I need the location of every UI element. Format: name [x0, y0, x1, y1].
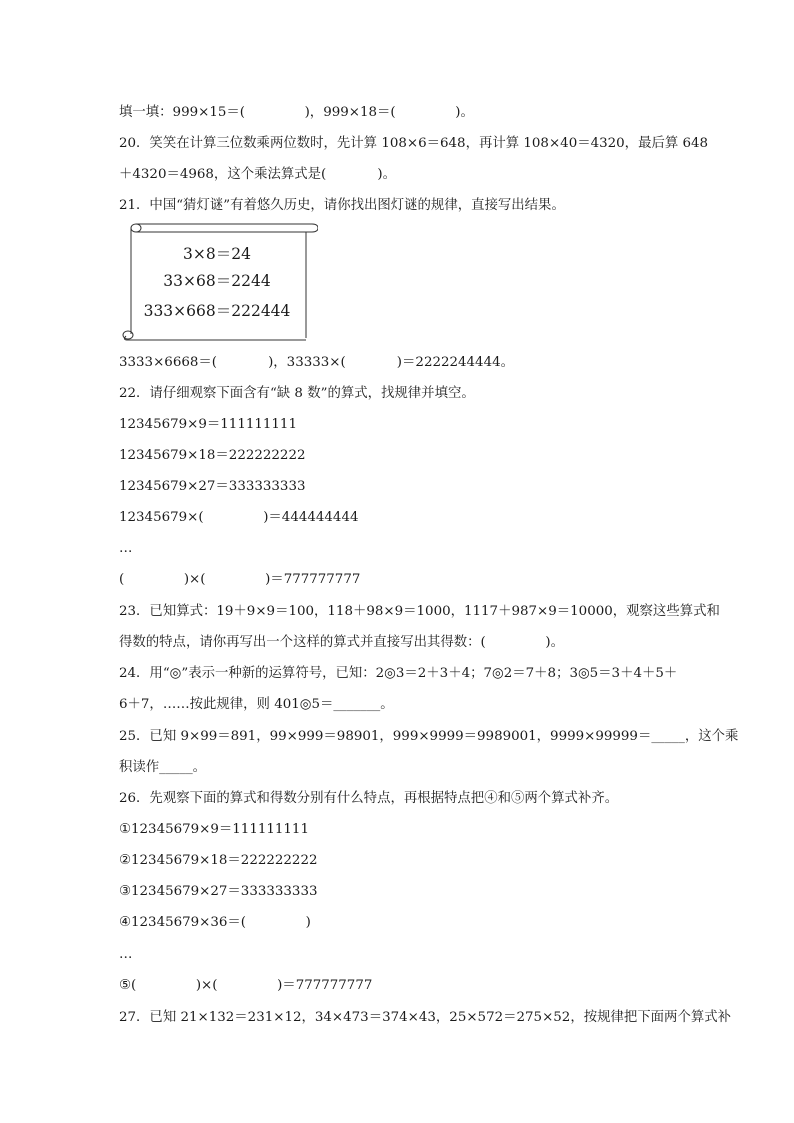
equation-line: 12345679×9＝111111111 [119, 417, 297, 432]
equation-line: 12345679×27＝333333333 [119, 479, 306, 494]
question-20-line-1: 20．笑笑在计算三位数乘两位数时，先计算 108×6＝648，再计算 108×40＝4320，最后算 648 [119, 136, 709, 151]
question-27-line: 27．已知 21×132＝231×12，34×473＝374×43，25×572＝275×52，按规律把下面两个算式补 [119, 1010, 732, 1025]
question-24-line-2: 6＋7，……按此规律，则 401◎5＝_______。 [119, 697, 394, 712]
question-21-answer-line: 3333×6668＝( )，33333×( )＝2222244444。 [119, 355, 515, 370]
question-25-line-1: 25．已知 9×99＝891，99×999＝98901，999×9999＝9989001，9999×99999＝_____，这个乘 [119, 729, 739, 744]
riddle-line-1: 3×8＝24 [183, 245, 251, 263]
equation-line: ③12345679×27＝333333333 [119, 884, 318, 899]
equation-line: ②12345679×18＝222222222 [119, 853, 318, 868]
equation-blank-line: ⑤( )×( )＝777777777 [119, 978, 373, 993]
question-23-line-2: 得数的特点，请你再写出一个这样的算式并直接写出其得数：( )。 [119, 635, 564, 650]
riddle-line-3: 333×668＝222444 [143, 302, 291, 320]
lantern-riddle-scroll [122, 222, 318, 342]
question-20-line-2: ＋4320＝4968，这个乘法算式是( )。 [119, 167, 396, 182]
question-24-line-1: 24．用“◎”表示一种新的运算符号，已知：2◎3＝2＋3＋4；7◎2＝7＋8；3◎5＝3＋4＋5＋ [119, 666, 678, 681]
ellipsis-line: … [119, 947, 133, 962]
question-23-line-1: 23．已知算式：19＋9×9＝100，118＋98×9＝1000，1117＋987×9＝10000，观察这些算式和 [119, 604, 720, 619]
question-26-line: 26．先观察下面的算式和得数分别有什么特点，再根据特点把④和⑤两个算式补齐。 [119, 791, 619, 806]
question-22-line: 22．请仔细观察下面含有“缺 8 数”的算式，找规律并填空。 [119, 386, 475, 401]
equation-blank-line: ④12345679×36＝( ) [119, 915, 311, 930]
equation-blank-line: 12345679×( )＝444444444 [119, 510, 359, 525]
riddle-line-2: 33×68＝2244 [163, 272, 271, 290]
equation-line: 12345679×18＝222222222 [119, 448, 306, 463]
equation-line: ①12345679×9＝111111111 [119, 822, 309, 837]
question-25-line-2: 积读作_____。 [119, 760, 207, 775]
question-21-line: 21．中国“猜灯谜”有着悠久历史，请你找出图灯谜的规律，直接写出结果。 [119, 198, 565, 213]
fill-in-line: 填一填：999×15＝( )，999×18＝( )。 [119, 105, 474, 120]
ellipsis-line: … [119, 541, 133, 556]
equation-blank-line: ( )×( )＝777777777 [119, 572, 361, 587]
